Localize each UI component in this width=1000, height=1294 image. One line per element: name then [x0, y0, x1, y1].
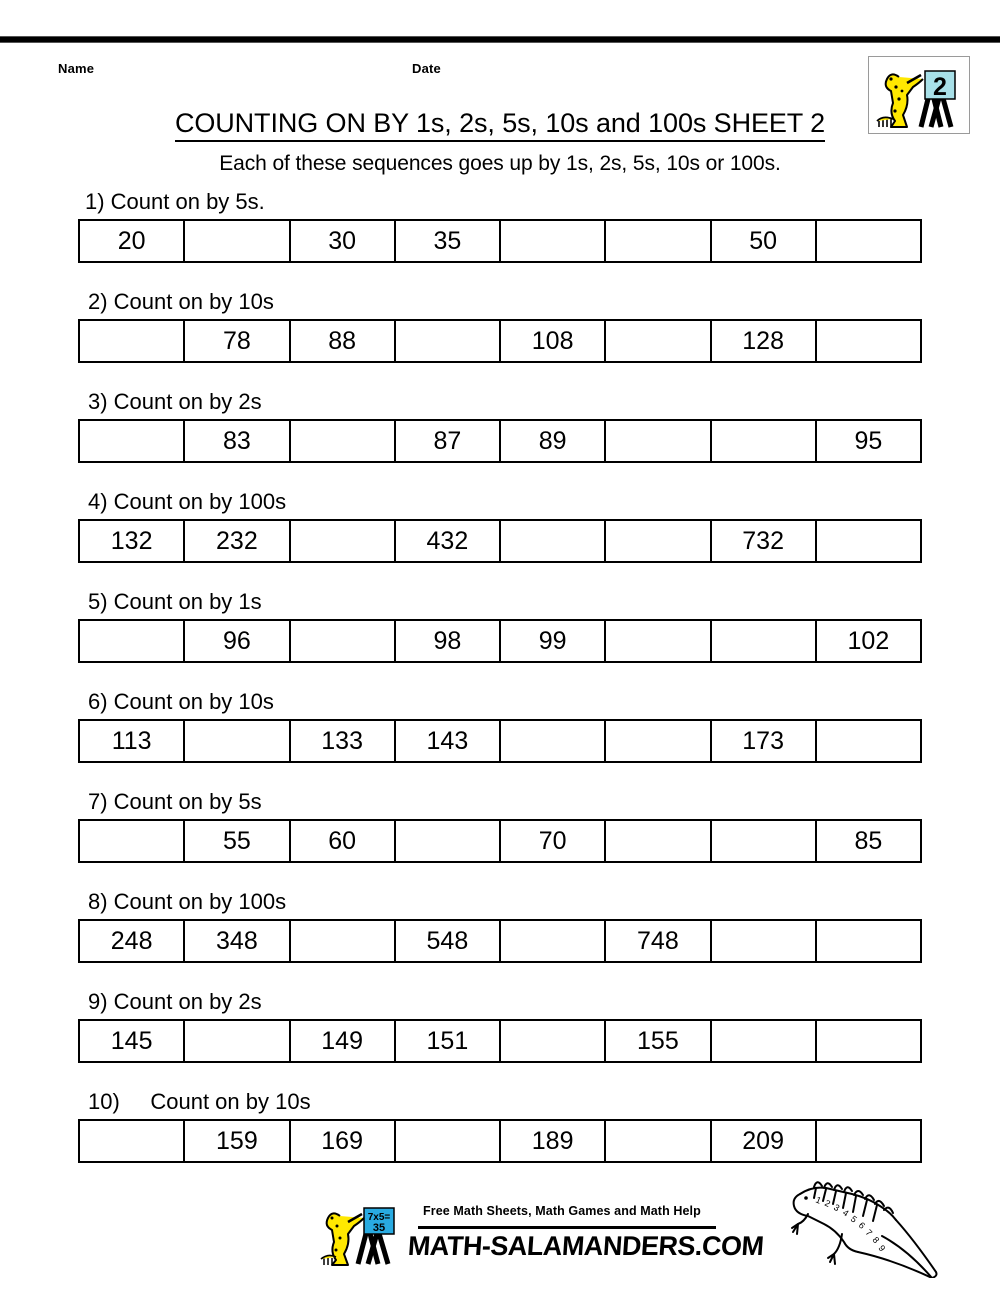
- question-10: [78, 1090, 938, 1163]
- sequence-table: [78, 419, 922, 463]
- sequence-cell-blank[interactable]: [605, 320, 710, 362]
- sequence-cell-blank[interactable]: [79, 620, 184, 662]
- sequence-cell-value[interactable]: 133: [290, 720, 395, 762]
- question-label: 8) Count on by 100s: [88, 889, 287, 914]
- sequence-cell-blank[interactable]: [290, 920, 395, 962]
- sequence-cell-value[interactable]: 113: [79, 720, 184, 762]
- sequence-cell-value[interactable]: 85: [816, 820, 921, 862]
- sequence-cell-value[interactable]: 209: [711, 1120, 816, 1162]
- sequence-cell-value[interactable]: 169: [290, 1120, 395, 1162]
- table-row: [79, 220, 921, 262]
- sequence-cell-blank[interactable]: [184, 1020, 289, 1062]
- sequence-cell-value[interactable]: 128: [711, 320, 816, 362]
- svg-text:7: 7: [863, 1227, 875, 1238]
- sequence-cell-blank[interactable]: [290, 420, 395, 462]
- table-row: [79, 820, 921, 862]
- question-label: 2) Count on by 10s: [88, 289, 274, 314]
- question-label: 7) Count on by 5s: [88, 789, 262, 814]
- sequence-cell-blank[interactable]: [79, 820, 184, 862]
- sequence-cell-value[interactable]: 96: [184, 620, 289, 662]
- question-3: [78, 390, 938, 463]
- footer-board-text-top: 7x5=: [367, 1212, 391, 1223]
- sequence-cell-blank[interactable]: [395, 820, 500, 862]
- salamander-easel-logo-icon: [318, 1202, 413, 1268]
- sequence-cell-value[interactable]: 89: [500, 420, 605, 462]
- svg-text:3: 3: [832, 1202, 842, 1214]
- sequence-cell-blank[interactable]: [500, 720, 605, 762]
- sequence-cell-value[interactable]: 87: [395, 420, 500, 462]
- sequence-cell-blank[interactable]: [816, 220, 921, 262]
- sequence-cell-value[interactable]: 70: [500, 820, 605, 862]
- question-2: [78, 290, 938, 363]
- sequence-cell-value[interactable]: 50: [711, 220, 816, 262]
- sequence-cell-value[interactable]: 30: [290, 220, 395, 262]
- sequence-cell-blank[interactable]: [395, 320, 500, 362]
- sequence-cell-value[interactable]: 348: [184, 920, 289, 962]
- sequence-cell-value[interactable]: 149: [290, 1020, 395, 1062]
- sequence-cell-value[interactable]: 432: [395, 520, 500, 562]
- sequence-cell-value[interactable]: 548: [395, 920, 500, 962]
- sequence-table: [78, 219, 922, 263]
- sequence-table: [78, 919, 922, 963]
- sequence-cell-value[interactable]: 145: [79, 1020, 184, 1062]
- svg-text:8: 8: [870, 1234, 882, 1246]
- sequence-cell-blank[interactable]: [79, 420, 184, 462]
- question-label: 10) Count on by 10s: [88, 1089, 311, 1114]
- sequence-cell-value[interactable]: 748: [605, 920, 710, 962]
- question-label: 5) Count on by 1s: [88, 589, 262, 614]
- svg-text:2: 2: [823, 1197, 833, 1209]
- question-7: [78, 790, 938, 863]
- footer-tagline: Free Math Sheets, Math Games and Math Help: [423, 1204, 701, 1218]
- sequence-cell-value[interactable]: 108: [500, 320, 605, 362]
- sequence-cell-blank[interactable]: [605, 1120, 710, 1162]
- sequence-cell-blank[interactable]: [711, 620, 816, 662]
- salamander-line-art-icon: [786, 1168, 956, 1278]
- sequence-cell-value[interactable]: 132: [79, 520, 184, 562]
- footer-board-text-bottom: 35: [372, 1222, 386, 1234]
- sequence-cell-value[interactable]: 20: [79, 220, 184, 262]
- table-row: [79, 620, 921, 662]
- sequence-cell-blank[interactable]: [711, 1020, 816, 1062]
- table-row: [79, 1120, 921, 1162]
- date-label: Date: [412, 61, 441, 76]
- sequence-cell-blank[interactable]: [816, 1120, 921, 1162]
- sequence-cell-blank[interactable]: [79, 320, 184, 362]
- sequence-cell-value[interactable]: 98: [395, 620, 500, 662]
- sequence-cell-blank[interactable]: [605, 520, 710, 562]
- sequence-cell-blank[interactable]: [500, 220, 605, 262]
- sequence-cell-blank[interactable]: [605, 420, 710, 462]
- sequence-cell-blank[interactable]: [816, 520, 921, 562]
- sequence-cell-blank[interactable]: [816, 1020, 921, 1062]
- question-4: [78, 490, 938, 563]
- sequence-cell-blank[interactable]: [605, 620, 710, 662]
- sequence-cell-value[interactable]: 55: [184, 820, 289, 862]
- svg-text:6: 6: [856, 1220, 868, 1231]
- sequence-cell-value[interactable]: 95: [816, 420, 921, 462]
- sequence-cell-blank[interactable]: [711, 820, 816, 862]
- sequence-table: [78, 619, 922, 663]
- sequence-cell-value[interactable]: 35: [395, 220, 500, 262]
- sequence-cell-value[interactable]: 155: [605, 1020, 710, 1062]
- sequence-cell-value[interactable]: 60: [290, 820, 395, 862]
- svg-text:5: 5: [848, 1213, 859, 1225]
- sequence-table: [78, 719, 922, 763]
- sequence-cell-blank[interactable]: [816, 920, 921, 962]
- sequence-cell-blank[interactable]: [500, 1020, 605, 1062]
- table-row: [79, 720, 921, 762]
- sequence-cell-blank[interactable]: [711, 420, 816, 462]
- sequence-cell-value[interactable]: 232: [184, 520, 289, 562]
- svg-text:9: 9: [876, 1243, 888, 1254]
- page-title: [0, 108, 1000, 139]
- sequence-cell-value[interactable]: 143: [395, 720, 500, 762]
- page-subtitle: Each of these sequences goes up by 1s, 2s, 5s, 10s or 100s.: [219, 152, 781, 175]
- sequence-cell-blank[interactable]: [290, 620, 395, 662]
- sequence-cell-blank[interactable]: [711, 920, 816, 962]
- question-label: 4) Count on by 100s: [88, 489, 287, 514]
- svg-text:1: 1: [814, 1194, 823, 1206]
- sequence-cell-value[interactable]: 83: [184, 420, 289, 462]
- question-8: [78, 890, 938, 963]
- question-5: [78, 590, 938, 663]
- sequence-cell-value[interactable]: 151: [395, 1020, 500, 1062]
- sequence-cell-value[interactable]: 159: [184, 1120, 289, 1162]
- sequence-cell-blank[interactable]: [605, 720, 710, 762]
- sequence-cell-value[interactable]: 78: [184, 320, 289, 362]
- sequence-table: [78, 319, 922, 363]
- sequence-cell-blank[interactable]: [500, 520, 605, 562]
- sequence-cell-value[interactable]: 732: [711, 520, 816, 562]
- svg-text:4: 4: [840, 1207, 851, 1219]
- sequence-cell-blank[interactable]: [605, 220, 710, 262]
- sequence-cell-blank[interactable]: [184, 220, 289, 262]
- sequence-cell-blank[interactable]: [395, 1120, 500, 1162]
- table-row: [79, 320, 921, 362]
- sequence-table: [78, 819, 922, 863]
- footer-url: MATH-SALAMANDERS.COM: [406, 1231, 765, 1261]
- page-top-rule: [0, 36, 1000, 43]
- sequence-cell-value[interactable]: 248: [79, 920, 184, 962]
- sequence-cell-value[interactable]: 102: [816, 620, 921, 662]
- sequence-cell-blank[interactable]: [816, 720, 921, 762]
- question-label: 6) Count on by 10s: [88, 689, 274, 714]
- sequence-cell-blank[interactable]: [605, 820, 710, 862]
- grade-badge-number: 2: [933, 73, 947, 101]
- sequence-table: [78, 1119, 922, 1163]
- question-6: [78, 690, 938, 763]
- sequence-cell-value[interactable]: 189: [500, 1120, 605, 1162]
- page-title-text: COUNTING ON BY 1s, 2s, 5s, 10s and 100s SHEET 2: [175, 108, 825, 142]
- footer-logo: [318, 1198, 765, 1270]
- question-label: 3) Count on by 2s: [88, 389, 262, 414]
- sequence-cell-value[interactable]: 99: [500, 620, 605, 662]
- table-row: [79, 420, 921, 462]
- table-row: [79, 1020, 921, 1062]
- question-1: [78, 190, 938, 263]
- question-9: [78, 990, 938, 1063]
- sequence-table: [78, 1019, 922, 1063]
- sequence-cell-blank[interactable]: [79, 1120, 184, 1162]
- sequence-cell-value[interactable]: 88: [290, 320, 395, 362]
- name-label: Name: [58, 61, 95, 76]
- sequence-table: [78, 519, 922, 563]
- sequence-cell-blank[interactable]: [816, 320, 921, 362]
- sequence-cell-blank[interactable]: [500, 920, 605, 962]
- question-label: 1) Count on by 5s.: [85, 189, 265, 214]
- sequence-cell-value[interactable]: 173: [711, 720, 816, 762]
- table-row: [79, 920, 921, 962]
- sequence-cell-blank[interactable]: [290, 520, 395, 562]
- sequence-cell-blank[interactable]: [184, 720, 289, 762]
- footer-divider: [418, 1226, 716, 1229]
- table-row: [79, 520, 921, 562]
- question-label: 9) Count on by 2s: [88, 989, 262, 1014]
